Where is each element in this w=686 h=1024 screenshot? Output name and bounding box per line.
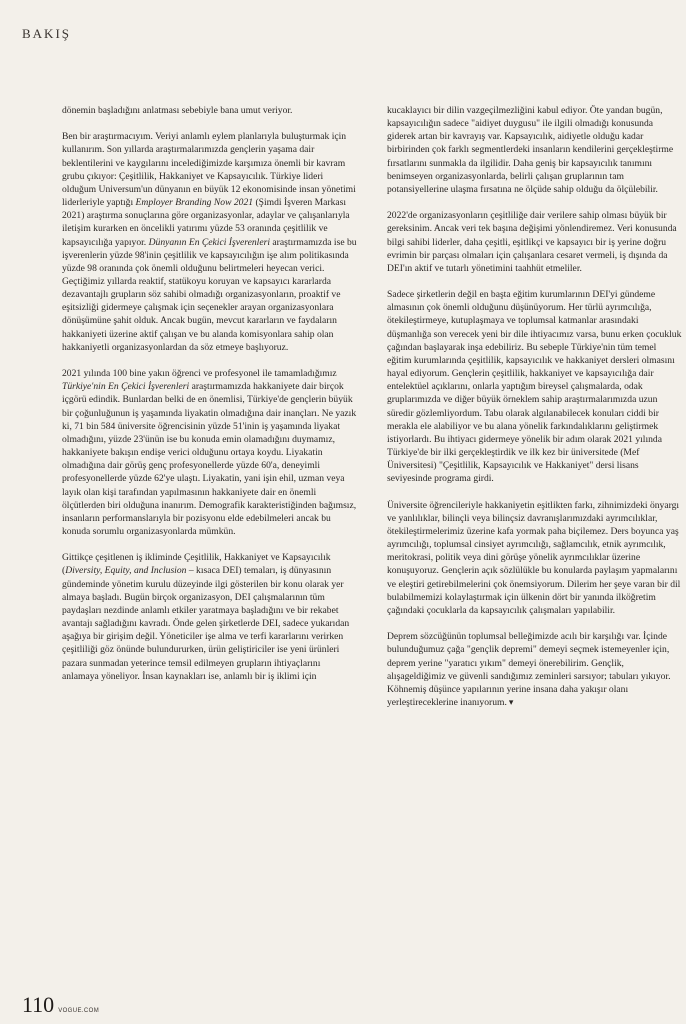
text-run: dönemin başladığını anlatması sebebiyle bana umut veriyor. — [62, 105, 293, 116]
text-run: Sadece şirketlerin değil en başta eğitim kurumlarının DEI'yi gündeme almasının çok önemli olduğunu düşünüyorum. Her türlü ayrımcılığa, ötekileştirmeye, kutuplaşmaya ve toplumsal katmanlar arasındaki düşmanlığa son verecek yeni bir dile ihtiyacımız varsa, bunu erken çocukluk çağından başlayarak inşa edebiliriz. Bu sebeple Türkiye'nin tüm temel eğitim kurumlarında çeşitlilik, kapsayıcılık ve hakkaniyet dersleri olmasını hayal ediyorum. Gençlerin çeşitlilik, hakkaniyet ve kapsayıcılığa dair entelektüel açıklarını, onlarla yaptığım bireysel çalışmalarda, odak gruplarımızda ve diğer büyük örneklem sahip araştırmalarımızda uzun süredir gözlemliyordum. Tabu olarak algılanabilecek konuları ciddi bir merakla ele alabiliyor ve bu alana yönelik farkındalıklarını geliştirmek istiyorlardı. Bu ihtiyacı gidermeye yönelik bir adım olarak 2021 yılında Türkiye'de bir ilki gerçekleştirdik ve ilk kez bir üniversitede (Mef Üniversitesi) "Çeşitlilik, Kapsayıcılık ve Hakkaniyet" dersi lisans seviyesinde programa girdi. — [387, 289, 682, 485]
magazine-site: VOGUE.COM — [58, 1008, 100, 1014]
text-run: – kısaca DEI) temaları, iş dünyasının gündeminde yönetim kurulu düzeyinde ilgi gösterilen bir konu olarak yer almaya başladı. Bugün birçok organizasyon, DEI çalışmalarının tüm paydaşları nezdinde anlamlı etkiler yaratmaya başladığını ve bir rekabet avantajı sağladığını kavradı. Önde gelen şirketlerde DEI, sadece yukarıdan aşağıya bir girişim değil. Yöneticiler işe alma ve terfi kararlarını verirken çeşitliliği göz önünde bulundururken, ürün geliştiriciler ise yeni ürünleri pazara sunmadan yeterince temsil edilmeyen grupların ihtiyaçlarını anlamaya yöneliyor. İnsan kaynakları ise, anlamlı bir iş iklimi için — [62, 565, 350, 682]
article-paragraph — [387, 499, 683, 617]
text-run: araştırmamızda ise bu işverenlerin yüzde 98'inin çeşitlilik ve kapsayıcılığın işe alım politikasında yüzde 98 oranında çok önemli olduğunu belirtmeleri heyecan verici. Geçtiğimiz yıllarda reaktif, statükoyu koruyan ve kapsayıcı kararlarda dezavantajlı grupların söz sahibi olmadığı organizasyonların, proaktif ve eşitsizliği gidermeye çalışmak için seçenekler arayan organizasyonlara dönüşümüne şahit olduk. Ancak bugün, mevcut kararların ve faydaların hakkaniyeti üzerine aktif çalışan ve bu alanda komisyonlara sahip olan hakkaniyetli organizasyonlardan da söz etmeye başlıyoruz. — [62, 236, 357, 353]
text-run: 2021 yılında 100 bine yakın öğrenci ve profesyonel ile tamamladığımız — [62, 368, 337, 380]
section-label: BAKIŞ — [22, 26, 72, 41]
left-column — [62, 104, 358, 696]
italic-title: Diversity, Equity, and Inclusion — [65, 565, 187, 577]
article-paragraph — [387, 630, 683, 710]
article-paragraph — [62, 551, 358, 683]
text-run: Ben bir araştırmacıyım. Veriyi anlamlı eylem planlarıyla buluşturmak için kullanırım. Son yıllarda araştırmalarımızda gençlerin yaşama dair beklentilerini ve kaygılarını incelediğimizde karşımıza önemli bir kavram grubu çıkıyor: Çeşitlilik, Hakkaniyet ve Kapsayıcılık. Türkiye lideri olduğum Universum'un dünyanın en büyük 12 ekonomisinde insan yönetimi liderleriyle yaptığı — [62, 131, 356, 209]
article-paragraph — [387, 288, 683, 485]
text-run: araştırmamızda hakkaniyete dair birçok içgörü edindik. Bunlardan belki de en önemlisi, Türkiye'de gençlerin büyük bir çoğunluğunun iş yaşamında liyakatin olmadığına dair inançları. Ne yazık ki, 71 bin 584 üniversite öğrencisinin yüzde 51'inin iş yaşamında liyakat olmadığını, yüzde 23'ünün ise bu konuda emin olamadığını duymamız, hakkaniyete bakışın endişe verici olduğunu ortaya koydu. Liyakatin olmadığına dair görüş genç profesyonellerde yüzde 60'a, deneyimli profesyonellerde yüzde 62'ye ulaştı. Liyakatin, yani işin ehil, uzman veya layık olan kişi tarafından yapılmasının hakkaniyete dair en önemli ölçütlerden biri olduğuna inanırım. Demografik karakteristiğinden bağımsız, insanların performanslarıyla bir pozisyonu elde edebilmeleri ancak bu konuda sorumlu organizasyonlarda mümkün. — [62, 381, 357, 537]
end-of-article-icon: ▾ — [508, 697, 514, 708]
text-run: kucaklayıcı bir dilin vazgeçilmezliğini kabul ediyor. Öte yandan bugün, kapsayıcılığın sadece "aidiyet duygusu" ile ilgili olmadığı konusunda giderek artan bir kavrayış var. Kapsayıcılık, aidiyetle olduğu kadar birbirinden çok farklı segmentlerdeki insanların kendilerini gerçekleştirme fırsatlarını sunmakla da ilgilidir. Daha geniş bir kapsayıcılık tanımını benimseyen organizasyonlarda, belirli çalışan gruplarının tam potansiyellerine ulaşma fırsatına ne ölçüde sahip olduğu da ölçülebilir. — [387, 105, 674, 195]
text-run: Gittikçe çeşitlenen iş ikliminde Çeşitlilik, Hakkaniyet ve Kapsayıcılık ( — [62, 552, 331, 577]
page-number: 110 — [22, 992, 55, 1017]
italic-title: Employer Branding Now 2021 — [135, 197, 254, 209]
article-paragraph — [62, 367, 358, 538]
italic-title: Türkiye'nin En Çekici İşverenleri — [62, 381, 190, 393]
text-run: (Şimdi İşveren Markası 2021) araştırma sonuçlarına göre organizasyonlar, adaylar ve çalışanlarıyla iletişim kurarken en öncelikli yatırımı yüzde 53 oranında çeşitlilik ve kapsayıcılığa yapıyor. — [62, 197, 350, 248]
article-paragraph — [62, 104, 358, 117]
right-column — [387, 104, 683, 723]
text-run: Üniversite öğrencileriyle hakkaniyetin eşitlikten farkı, zihnimizdeki önyargı ve yanlılıklar, bilinçli veya bilinçsiz davranışlarımızdaki ayrımcılıklar, ötekileştirmelerimiz üzerine kafa yormak paha biçilemez. Ders boyunca yaş ayrımcılığı, toplumsal cinsiyet ayrımcılığı, sağlamcılık, etnik ayrımcılık, meritokrasi, politik veya dini görüşe yönelik ayrımcılıklar üzerine konuşuyoruz. Gençlerin açık sözlülükle bu konularda paylaşım yapmalarını ve eleştiri getirebilmelerini çok önemsiyorum. Dilerim her şeye varan bir dil bulabilmemizi kolaylaştırmak için ülkenin dört bir yanında ilköğretim çağındaki çocuklarla da kapsayıcılık çalışmaları yapılabilir. — [387, 499, 681, 616]
article-paragraph — [387, 104, 683, 196]
article-paragraph — [62, 130, 358, 354]
article-paragraph — [387, 209, 683, 275]
text-run: Deprem sözcüğünün toplumsal belleğimizde acılı bir karşılığı var. İçinde bulunduğumuz çağa "gençlik depremi" demeyi seçmek istemeyenler için, deprem yerine "yaratıcı yıkım" demeyi önerebilirim. Gençlik, alışageldiğimiz ve güvenli sandığımız zeminleri sarsıyor; tabuları yıkıyor. Köhnemiş düşünce yapılarının yerine insana daha yakışır olanı yerleştireceklerine inanıyorum. — [387, 631, 671, 708]
page-footer — [22, 992, 99, 1018]
italic-title: Dünyanın En Çekici İşverenleri — [148, 236, 270, 248]
text-run: 2022'de organizasyonların çeşitliliğe dair verilere sahip olması büyük bir gereksinim. Ancak veri tek başına değişimi yönlendiremez. Veri konusunda bilgi sahibi liderler, daha çeşitli, eşitlikçi ve kapsayıcı bir iş yerine doğru evrimin bir parçası olmaları için çalışanlara cesaret vermeli, iş dışında da DEI'ın aktif ve tutarlı yönetimini taahhüt etmeliler. — [387, 210, 677, 274]
